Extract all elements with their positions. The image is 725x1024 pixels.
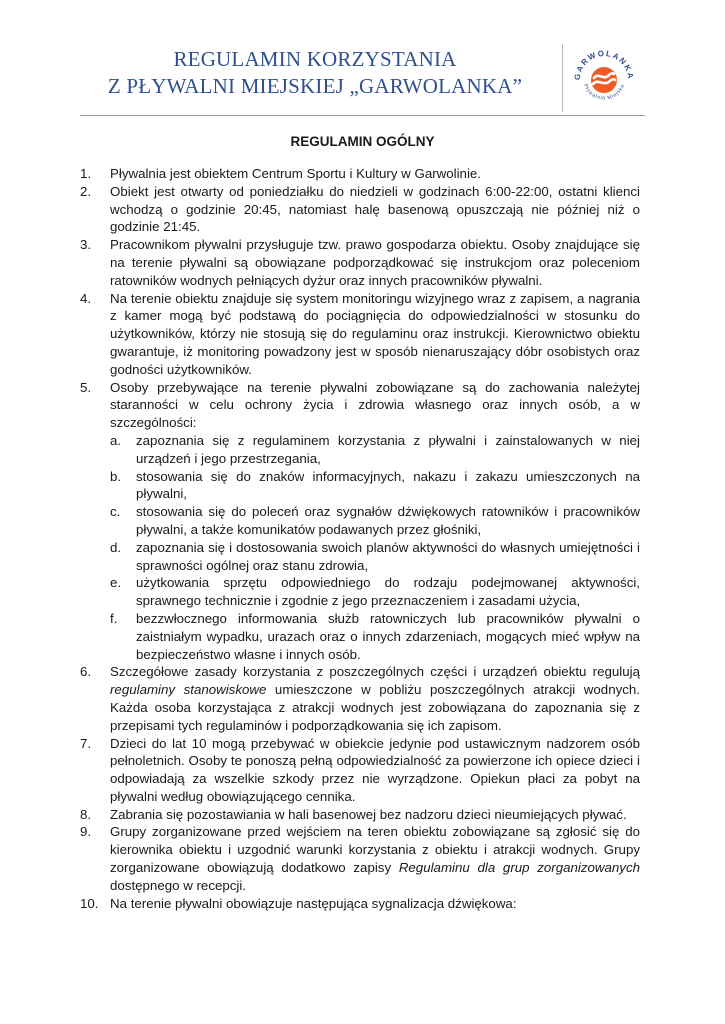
sub-item-text: stosowania się do poleceń oraz sygnałów dźwiękowych ratowników i pracowników pływalni, a także komunikatów podawanych przez głośniki, (136, 504, 640, 537)
header-divider-vertical (562, 44, 563, 112)
list-item (80, 165, 640, 183)
sub-item-text: użytkowania sprzętu odpowiedniego do rodzaju podejmowanej aktywności, sprawnego technicznie i zgodnie z jego przeznaczeniem i zasadami użycia, (136, 575, 640, 609)
logo-subtitle-text: Pływalnia Miejska (581, 83, 627, 102)
sub-item-letter: f. (110, 610, 118, 626)
section-title: REGULAMIN OGÓLNY (290, 134, 435, 149)
item-text: Dzieci do lat 10 mogą przebywać w obiekcie jedynie pod ustawicznym nadzorem osób pełnoletnich. Osoby te ponoszą pełną odpowiedzialność za powierzone ich opiece dzieci i odpowiadają za wszelkie szkody przez nie wyrządzone. Opiekun płaci za pobyt na pływalni według obowiązującego cennika. (110, 735, 640, 804)
item-number: 1. (80, 166, 92, 181)
item-number: 2. (80, 183, 92, 199)
item-text-start: Szczegółowe zasady korzystania z poszczególnych części i urządzeń obiektu regulują (110, 664, 640, 680)
item-number: 7. (80, 735, 92, 751)
list-item (80, 236, 640, 289)
list-item (80, 823, 640, 894)
regulations-body (80, 165, 640, 912)
sub-list-item (110, 432, 640, 468)
item-text-italic: Regulaminu dla grup zorganizowanych (398, 860, 640, 876)
header-divider-horizontal (80, 115, 645, 116)
sub-item-text: zapoznania się z regulaminem korzystania z pływalni i zainstalowanych w niej urządzeń i jego przestrzegania, (136, 432, 640, 466)
sub-list-item (110, 574, 640, 610)
list-item (80, 806, 640, 824)
item-text: Zabrania się pozostawiania w hali basenowej bez nadzoru dzieci nieumiejących pływać. (110, 806, 627, 822)
item-number: 10. (80, 895, 99, 911)
item-text: Pływalnia jest obiektem Centrum Sportu i Kultury w Garwolinie. (110, 166, 481, 181)
item-text: Obiekt jest otwarty od poniedziałku do niedzieli w godzinach 6:00-22:00, ostatni klienci wchodzą o godzinie 20:45, natomiast halę basenową opuszczają nie później niż o godzinie 21:45. (110, 183, 640, 235)
sub-list-item (110, 539, 640, 575)
sub-item-text: zapoznania się i dostosowania swoich planów aktywności do własnych umiejętności i sprawności ogólnej oraz stanu zdrowia, (136, 539, 640, 573)
sub-item-text: bezzwłocznego informowania służb ratowniczych lub pracowników pływalni o zaistniałym wypadku, urazach oraz o innych zdarzeniach, mogących mieć wpływ na bezpieczeństwo własne i innych osób. (136, 610, 640, 662)
list-item (80, 379, 640, 664)
list-item (80, 290, 640, 379)
garwolanka-logo (566, 45, 642, 111)
logo-name-text: GARWOLANKA (572, 48, 636, 81)
item-text: Na terenie pływalni obowiązuje następująca sygnalizacja dźwiękowa: (110, 895, 517, 911)
list-item (80, 735, 640, 806)
sub-item-text: stosowania się do znaków informacyjnych, nakazu i zakazu umieszczonych na pływalni, (136, 468, 640, 502)
regulations-list (80, 165, 640, 912)
item-number: 5. (80, 379, 92, 395)
item-number: 4. (80, 290, 92, 306)
item-text-italic: regulaminy stanowiskowe (110, 682, 267, 698)
sub-item-letter: d. (110, 539, 122, 555)
item-number: 3. (80, 237, 92, 253)
sub-item-letter: c. (110, 504, 121, 520)
item-number: 9. (80, 824, 92, 840)
sub-list-item (110, 610, 640, 663)
garwolanka-logo-icon (566, 45, 642, 111)
item-number: 6. (80, 664, 92, 680)
sub-list-item (110, 503, 640, 539)
item-text: Osoby przebywające na terenie pływalni zobowiązane są do zachowania należytej staranności w celu ochrony życia i zdrowia własnego oraz innych osób, a w szczególności: (110, 379, 640, 431)
item-text: Na terenie obiektu znajduje się system monitoringu wizyjnego wraz z zapisem, a nagrania z kamer mogą być podstawą do pociągnięcia do odpowiedzialności w stosunku do użytkowników, którzy nie stosują się do regulaminu oraz instrukcji. Kierownictwo obiektu gwarantuje, iż monitoring powadzony jest w sposób nienaruszający dóbr osobistych oraz godności użytkowników. (110, 290, 640, 377)
list-item (80, 663, 640, 734)
sub-item-letter: b. (110, 468, 122, 484)
title-line-2: Z PŁYWALNI MIEJSKIEJ „GARWOLANKA” (107, 74, 523, 98)
sub-item-letter: a. (110, 432, 122, 448)
title-line-1: REGULAMIN KORZYSTANIA (173, 47, 457, 71)
item-text-end: dostępnego w recepcji. (110, 877, 247, 893)
item-number: 8. (80, 806, 92, 822)
item-text-end: umieszczone w pobliżu poszczególnych atrakcji wodnych. Każda osoba korzystająca z atrakcji wodnych jest zobowiązana do zapoznania się z przepisami tych regulaminów i podporządkowania się ich zapisom. (110, 682, 640, 733)
sub-item-letter: e. (110, 575, 122, 591)
sub-list-item (110, 468, 640, 504)
list-item (80, 895, 640, 913)
item-text: Pracownikom pływalni przysługuje tzw. prawo gospodarza obiektu. Osoby znajdujące się na terenie pływalni są obowiązane podporządkować się instrukcjom oraz poleceniom ratowników wodnych pełniących dyżur oraz innych pracowników pływalni. (110, 237, 640, 288)
sub-list (110, 432, 640, 663)
document-title (80, 46, 550, 100)
item-text-start: Grupy zorganizowane przed wejściem na teren obiektu zobowiązane są zgłosić się do kierownika obiektu i uzgodnić warunki korzystania z obiektu i atrakcji wodnych. Grupy zorganizowane obowiązują dodatkowo zapisy (110, 824, 640, 876)
document-header (0, 0, 725, 120)
list-item (80, 183, 640, 236)
